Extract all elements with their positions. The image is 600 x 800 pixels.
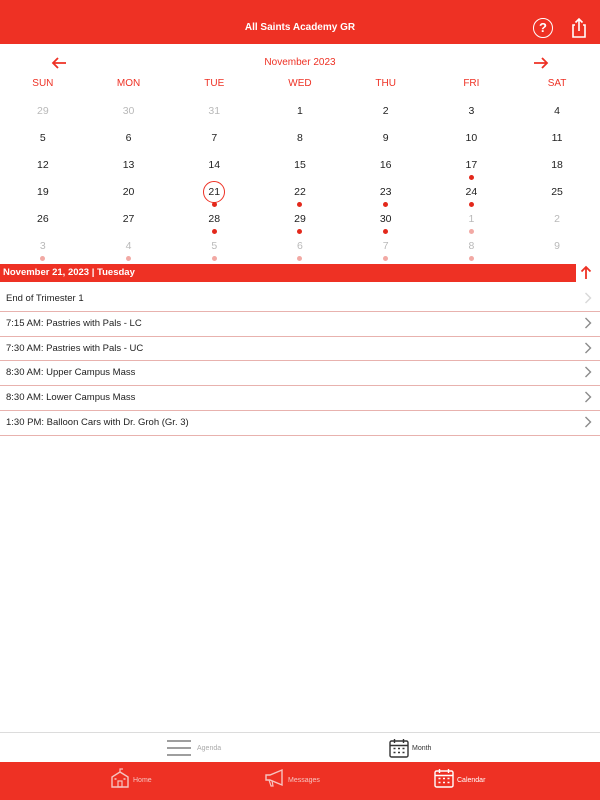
calendar-icon [389,738,409,758]
chevron-right-icon [584,391,592,403]
calendar-day-number: 5 [211,240,218,252]
event-indicator-dot [126,256,131,261]
calendar-day[interactable] [514,178,600,205]
help-icon[interactable]: ? [533,18,553,38]
calendar-day-number: 6 [297,240,303,252]
calendar-day[interactable] [514,151,600,178]
event-title: 7:30 AM: Pastries with Pals - UC [6,342,144,354]
event-title: 7:15 AM: Pastries with Pals - LC [6,317,142,329]
calendar-day[interactable] [343,178,429,205]
event-title: 8:30 AM: Upper Campus Mass [6,367,136,379]
chevron-right-icon [584,416,592,428]
event-indicator-dot [383,256,388,261]
share-icon[interactable] [570,17,588,39]
calendar-day-number: 14 [208,159,221,171]
event-indicator-dot [297,256,302,261]
calendar-day[interactable] [171,205,257,232]
event-title: 8:30 AM: Lower Campus Mass [6,392,136,404]
calendar-day-number: 1 [297,105,303,117]
calendar-day[interactable] [429,205,515,232]
chevron-right-icon [584,342,592,354]
calendar-day[interactable] [171,124,257,151]
calendar-day[interactable] [343,124,429,151]
school-icon [110,768,130,788]
calendar-tab[interactable] [434,766,514,796]
calendar-day[interactable] [171,232,257,259]
calendar-day[interactable] [429,97,515,124]
calendar-day[interactable] [86,178,172,205]
calendar-week-row [0,232,600,259]
list-icon [166,738,192,758]
calendar-day-number: 13 [122,159,135,171]
home-tab-label: Home [133,777,152,784]
event-row[interactable] [0,361,600,386]
calendar-day[interactable] [514,232,600,259]
calendar-day-number: 25 [551,186,563,198]
calendar-day-number: 6 [125,132,132,144]
calendar-day[interactable] [343,232,429,259]
calendar-day[interactable] [257,232,343,259]
calendar-day-number: 31 [208,105,221,117]
weekday-label: FRI [463,78,480,89]
calendar-day[interactable] [514,205,600,232]
calendar-tab-label: Calendar [457,777,486,784]
month-label: November 2023 [264,57,336,68]
calendar-day-number: 3 [468,105,475,117]
calendar-day-number: 12 [37,159,49,171]
calendar-day-number: 20 [122,186,135,198]
calendar-day[interactable] [514,124,600,151]
messages-tab[interactable] [264,766,344,796]
calendar-day-number: 7 [382,240,389,252]
calendar-day-number: 1 [468,213,475,225]
arrow-up-icon[interactable] [578,264,594,282]
event-title: End of Trimester 1 [6,293,84,304]
agenda-tab-label: Agenda [197,745,222,752]
event-indicator-dot [212,256,217,261]
calendar-day[interactable] [0,151,86,178]
view-switcher [0,732,600,762]
calendar-day[interactable] [257,205,343,232]
calendar-day[interactable] [429,124,515,151]
calendar-day[interactable] [257,124,343,151]
calendar-day[interactable] [171,97,257,124]
month-grid [0,97,600,259]
calendar-day-number: 2 [554,213,560,225]
month-tab[interactable] [389,737,469,759]
weekday-label: TUE [204,78,225,89]
app-title: All Saints Academy GR [244,22,356,33]
calendar-icon [434,768,454,788]
event-row[interactable] [0,312,600,337]
calendar-day[interactable] [429,178,515,205]
calendar-day[interactable] [0,232,86,259]
calendar-day-number: 8 [468,240,475,252]
calendar-day[interactable] [343,97,429,124]
event-title: 1:30 PM: Balloon Cars with Dr. Groh (Gr. 3) [6,416,189,428]
calendar-day-number: 16 [379,159,392,171]
calendar-day-number: 3 [39,240,46,252]
calendar-day[interactable] [0,97,86,124]
event-row[interactable] [0,386,600,411]
calendar-day[interactable] [0,205,86,232]
calendar-day[interactable] [514,97,600,124]
calendar-day[interactable] [86,97,172,124]
calendar-day-number: 30 [379,213,392,225]
weekday-label: THU [375,78,396,89]
calendar-day-number: 8 [297,132,303,144]
calendar-day[interactable] [0,178,86,205]
calendar-day-number: 9 [554,240,560,252]
weekday-label: WED [288,78,312,89]
calendar-week-row [0,97,600,124]
calendar-day-number: 18 [551,159,563,171]
event-row[interactable] [0,411,600,436]
calendar-day[interactable] [171,151,257,178]
calendar-day-number: 2 [382,105,389,117]
calendar-day-selected[interactable] [171,178,257,205]
weekday-header [0,78,600,92]
event-row[interactable] [0,337,600,362]
calendar-day-number: 23 [379,186,392,198]
month-navigation [0,52,600,74]
calendar-day-number: 9 [382,132,389,144]
calendar-day-number: 21 [208,186,221,198]
calendar-day[interactable] [429,232,515,259]
calendar-day-number: 27 [122,213,135,225]
calendar-day[interactable] [257,178,343,205]
calendar-day[interactable] [0,124,86,151]
megaphone-icon [264,768,286,788]
calendar-day-number: 30 [122,105,135,117]
calendar-day-number: 22 [294,186,306,198]
calendar-week-row [0,151,600,178]
chevron-right-icon [584,366,592,378]
chevron-right-icon [584,292,592,304]
calendar-day[interactable] [257,151,343,178]
home-tab[interactable] [110,766,180,796]
month-tab-label: Month [412,745,432,752]
selected-date-bar: November 21, 2023 | Tuesday [0,264,576,282]
calendar-day-number: 19 [37,186,49,198]
calendar-day[interactable] [257,97,343,124]
arrow-right-icon[interactable] [532,55,550,71]
calendar-day[interactable] [429,151,515,178]
calendar-day-number: 5 [39,132,46,144]
calendar-day[interactable] [86,232,172,259]
weekday-label: SUN [32,78,54,89]
calendar-week-row [0,124,600,151]
event-list [0,287,600,436]
calendar-day-number: 4 [125,240,132,252]
event-indicator-dot [469,256,474,261]
event-indicator-dot [40,256,45,261]
bottom-navigation [0,762,600,800]
calendar-day[interactable] [343,151,429,178]
calendar-day-number: 28 [208,213,221,225]
calendar-day-number: 7 [211,132,218,144]
top-app-bar [0,0,600,44]
calendar-day-number: 4 [554,105,560,117]
calendar-day[interactable] [343,205,429,232]
messages-tab-label: Messages [288,777,320,784]
calendar-day-number: 29 [294,213,306,225]
calendar-week-row [0,178,600,205]
calendar-day-number: 29 [37,105,49,117]
chevron-right-icon [584,317,592,329]
calendar-day-number: 10 [465,132,478,144]
calendar-day-number: 24 [465,186,478,198]
weekday-label: MON [116,78,141,89]
calendar-day[interactable] [86,124,172,151]
calendar-day-number: 26 [37,213,49,225]
calendar-week-row [0,205,600,232]
calendar-day[interactable] [86,151,172,178]
calendar-day[interactable] [86,205,172,232]
agenda-tab[interactable] [166,737,246,759]
event-row[interactable] [0,287,600,312]
calendar-day-number: 17 [465,159,478,171]
calendar-day-number: 15 [294,159,306,171]
weekday-label: SAT [547,78,567,89]
calendar-day-number: 11 [551,132,563,144]
